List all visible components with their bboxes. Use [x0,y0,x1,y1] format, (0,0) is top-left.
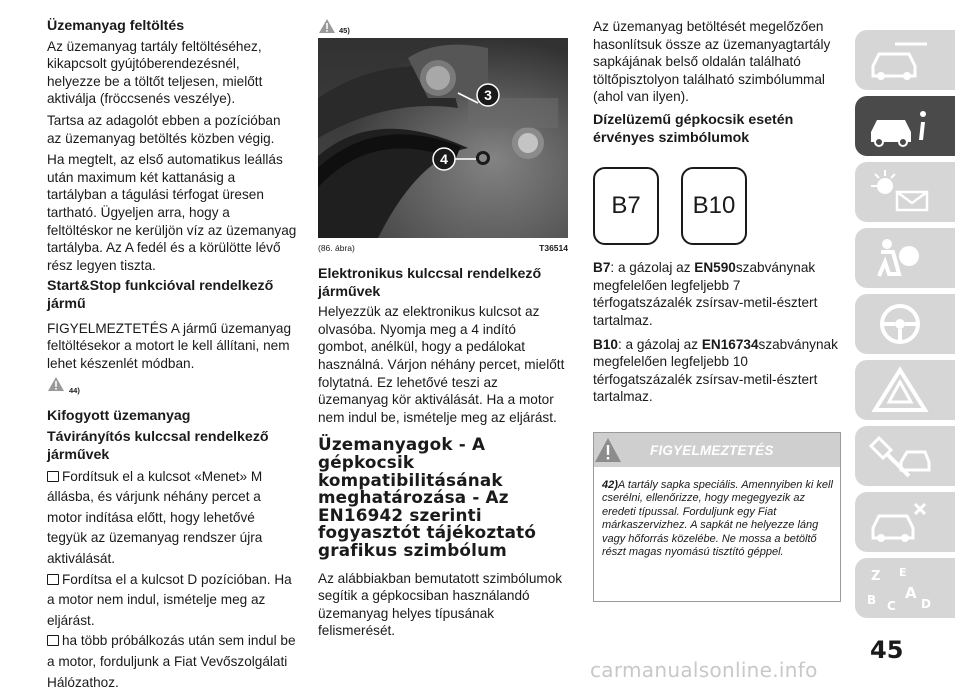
tab-emergency[interactable] [855,360,955,420]
figure-label: (86. ábra) [318,243,355,253]
dashboard-photo [318,38,568,238]
warning-number: 44) [69,386,80,396]
tab-dashboard[interactable] [855,30,955,90]
heading-out-of-fuel: Kifogyott üzemanyag [47,407,191,424]
warning-triangle-icon [47,376,65,392]
warning-title: FIGYELMEZTETÉS [650,443,774,458]
figure-86 [318,18,568,262]
tab-car-info[interactable] [855,96,955,156]
page-number: 45 [870,636,904,664]
dashboard-illustration [318,38,568,238]
tab-index[interactable] [855,558,955,618]
list-item: ha több próbálkozás után sem indul be a motor, forduljunk a Fiat Vevőszolgálati Hálózathoz. [47,633,296,690]
callout-3: 3 [484,87,492,103]
warning-number: 45) [339,26,350,35]
svg-text:A: A [905,584,917,602]
list-item: Fordítsa el a kulcsot D pozícióban. Ha a motor nem indul, ismételje meg az eljárást. [47,571,292,628]
svg-text:D: D [921,597,931,611]
car-dashboard-icon [865,36,935,84]
lights-mail-icon [865,168,935,216]
svg-text:Z: Z [871,569,881,584]
heading-electronic-key: Elektronikus kulccsal rendelkező járművek [318,266,542,300]
checkbox-bullet-icon [47,635,59,646]
svg-text:B: B [867,593,877,607]
tab-safety[interactable] [855,228,955,288]
figure-warning-reference [318,18,350,40]
warning-header [594,433,840,467]
column-middle [318,18,568,644]
heading-start-stop: Start&Stop funkcióval rendelkező jármű [47,278,274,312]
tab-maintenance[interactable] [855,426,955,486]
watermark: carmanualsonline.info [590,658,818,682]
heading-fuel-compatibility: Üzemanyagok - A gépkocsik kompatibilitásának meghatározása - Az EN16942 szerinti fogyasztót tájékoztató grafikus szimbólum [318,434,537,560]
heading-diesel-symbols: Dízelüzemű gépkocsik esetén érvényes szimbólumok [593,111,794,146]
figure-caption [318,240,568,258]
column-left [47,18,297,693]
warning-triangle-icon [318,18,336,34]
paragraph: FIGYELMEZTETÉS A jármű üzemanyag feltöltésekor a motort le kell állítani, nem lehet készenlét módban. [47,320,292,371]
steering-wheel-icon [865,300,935,348]
checkbox-bullet-icon [47,471,59,482]
heading-fuel-refill: Üzemanyag feltöltés [47,18,185,34]
callout-4: 4 [440,151,448,167]
paragraph: Az alábbiakban bemutatott szimbólumok segítik a gépkocsiban használandó üzemanyag helyes típusának felismerését. [318,570,563,639]
tab-technical[interactable] [855,492,955,552]
warning-box [593,432,841,602]
car-info-icon [865,102,935,150]
paragraph: Az üzemanyag tartály feltöltéséhez, kikapcsolt gyújtóberendezésnél, helyezze be a töltőt teljesen, mielőtt aktiválja (fröccsenés veszélye). [47,38,263,107]
airbag-person-icon [865,234,935,282]
fuel-symbols [593,167,843,245]
paragraph: Tartsa az adagolót ebben a pozícióban az üzemanyag betöltés közben végig. [47,112,281,146]
fuel-symbol-b10: B10 [681,167,747,245]
warning-text: 42)A tartály sapka speciális. Amennyiben ki kell cserélni, ellenőrizze, hogy megegyezik az eredeti típussal. Forduljunk egy Fiat márkaszervizhez. A sapkát ne helyezze láng vagy hőforrás közelébe. Ne mossa a betöltő részt magas nyomású tisztító géppel. [602,479,833,559]
figure-code: T36514 [539,243,568,253]
svg-text:E: E [899,566,907,579]
heading-remote-key: Távirányítós kulccsal rendelkező járművek [47,429,269,464]
column-right [593,18,843,410]
warning-triangle-icon [594,437,622,463]
checkbox-bullet-icon [47,574,59,585]
warning-triangle-icon [865,366,935,414]
car-service-icon [865,498,935,546]
paragraph: Ha megtelt, az első automatikus leállás után maximum két kattanásig a tartályban a tágulási térfogat üresen tartható. Ügyeljen arra, hogy a feltöltéskor ne kerüljön víz az üzemanyag tartályba. Az A fedél és a körülötte lévő rész legyen tiszta. [47,152,297,273]
tab-lights[interactable] [855,162,955,222]
list-item: Fordítsuk el a kulcsot «Menet» M állásba, és várjunk néhány percet a motor indítása előtt, hogy lehetővé tegyük az üzemanyag rendszer újra aktiválását. [47,468,263,567]
alphabet-index-icon [865,564,935,612]
warning-reference [47,376,297,400]
tab-driving[interactable] [855,294,955,354]
paragraph-b7: B7: a gázolaj az EN590szabványnak megfelelően legfeljebb 7 térfogatszázalék zsírsav-metil-észtert tartalmaz. [593,260,818,328]
wrench-car-icon [865,432,935,480]
paragraph: Helyezzük az elektronikus kulcsot az olvasóba. Nyomja meg a 4 indító gombot, anélkül, hogy a pedálokat használná. Várjon néhány percet, mielőtt folytatná. Ez lehetővé teszi az üzemanyag kör aktiválását. Ha a motor nem indul be, ismételje meg az eljárást. [318,304,565,425]
paragraph: Az üzemanyag betöltését megelőzően hasonlítsuk össze az üzemanyagtartály sapkájának belső oldalán található töltőpisztolyon található szimbólummal (ahol van ilyen). [593,19,831,105]
fuel-symbol-b7: B7 [593,167,659,245]
paragraph-b10: B10: a gázolaj az EN16734szabványnak megfelelően legfeljebb 10 térfogatszázalék zsírsav-metil-észtert tartalmaz. [593,336,838,405]
svg-text:C: C [887,599,896,612]
